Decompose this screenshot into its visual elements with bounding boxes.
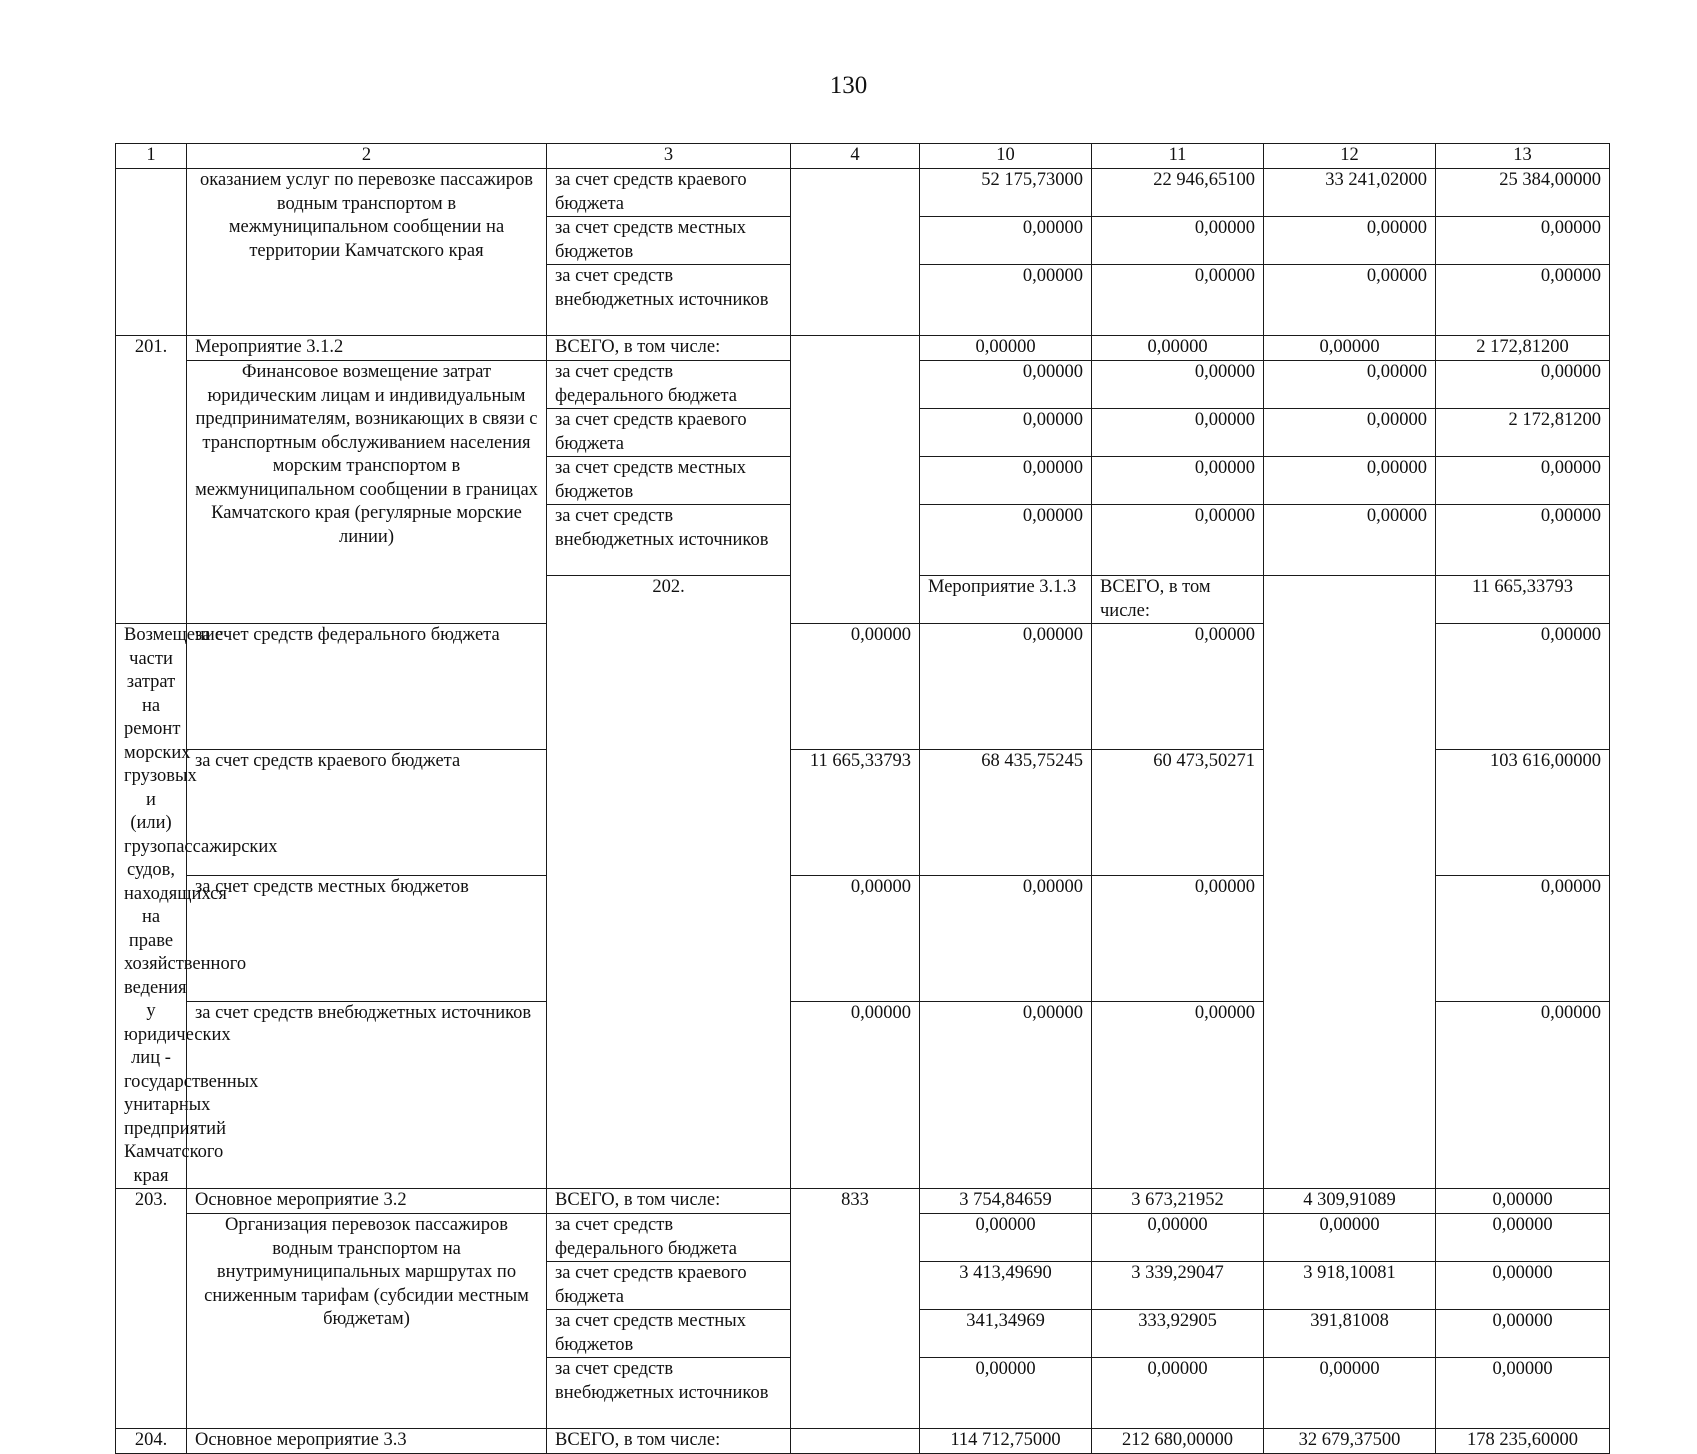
value-cell: 0,00000 [920, 409, 1092, 457]
value-cell: 0,00000 [1264, 217, 1436, 265]
value-cell: 0,00000 [920, 457, 1092, 505]
funding-source: за счет средств краевого бюджета [547, 169, 791, 217]
value-cell: 2 172,81200 [1436, 409, 1610, 457]
value-cell: 0,00000 [920, 624, 1092, 750]
activity-title: Мероприятие 3.1.3 [920, 576, 1092, 624]
table-row [116, 1189, 1610, 1214]
budget-table [115, 143, 1610, 1454]
value-cell: 60 473,50271 [1092, 750, 1264, 876]
funding-source: за счет средств краевого бюджета [547, 409, 791, 457]
value-cell: 0,00000 [1436, 1358, 1610, 1429]
value-cell: 0,00000 [1092, 876, 1264, 1002]
value-cell: 22 946,65100 [1092, 169, 1264, 217]
row-number [116, 169, 187, 336]
funding-source: за счет средств местных бюджетов [187, 876, 547, 1002]
value-cell: 0,00000 [1436, 505, 1610, 576]
value-cell: 0,00000 [1092, 505, 1264, 576]
value-cell: 3 754,84659 [920, 1189, 1092, 1214]
value-cell: 0,00000 [1264, 409, 1436, 457]
value-cell: 0,00000 [920, 1358, 1092, 1429]
activity-description: Возмещение части затрат на ремонт морских грузовых и (или) грузопассажирских судов, находящихся на праве хозяйственного ведения у юридических лиц - государственных унитарных предприятий Камчатского края [116, 624, 187, 1189]
value-cell: 2 172,81200 [1436, 336, 1610, 361]
funding-source: за счет средств внебюджетных источников [547, 1358, 791, 1429]
value-cell: 333,92905 [1092, 1310, 1264, 1358]
value-cell: 0,00000 [1092, 361, 1264, 409]
value-cell: 212 680,00000 [1092, 1429, 1264, 1454]
value-cell: 3 413,49690 [920, 1262, 1092, 1310]
funding-source: ВСЕГО, в том числе: [547, 336, 791, 361]
funding-source: за счет средств федерального бюджета [187, 624, 547, 750]
value-cell: 11 665,33793 [1436, 576, 1610, 624]
value-cell: 0,00000 [791, 876, 920, 1002]
value-cell: 3 918,10081 [1264, 1262, 1436, 1310]
code-cell [791, 336, 920, 624]
value-cell: 114 712,75000 [920, 1429, 1092, 1454]
activity-title: Основное мероприятие 3.2 [187, 1189, 547, 1214]
funding-source: за счет средств местных бюджетов [547, 457, 791, 505]
header-cell: 13 [1436, 144, 1610, 169]
value-cell: 0,00000 [920, 336, 1092, 361]
funding-source: за счет средств внебюджетных источников [547, 265, 791, 336]
funding-source: за счет средств местных бюджетов [547, 1310, 791, 1358]
value-cell: 0,00000 [1092, 1358, 1264, 1429]
value-cell: 0,00000 [1436, 1189, 1610, 1214]
funding-source: за счет средств местных бюджетов [547, 217, 791, 265]
value-cell: 11 665,33793 [791, 750, 920, 876]
code-cell [791, 169, 920, 336]
row-number: 204. [116, 1429, 187, 1454]
funding-source: за счет средств федерального бюджета [547, 1214, 791, 1262]
funding-source: за счет средств краевого бюджета [187, 750, 547, 876]
funding-source: за счет средств внебюджетных источников [187, 1002, 547, 1189]
value-cell: 0,00000 [1092, 1214, 1264, 1262]
value-cell: 0,00000 [1264, 1214, 1436, 1262]
value-cell: 0,00000 [791, 1002, 920, 1189]
page-number: 130 [829, 72, 868, 99]
value-cell: 0,00000 [1436, 1002, 1610, 1189]
header-cell: 11 [1092, 144, 1264, 169]
funding-source: ВСЕГО, в том числе: [1092, 576, 1264, 624]
funding-source: за счет средств федерального бюджета [547, 361, 791, 409]
value-cell: 0,00000 [1092, 457, 1264, 505]
value-cell: 25 384,00000 [1436, 169, 1610, 217]
activity-description: оказанием услуг по перевозке пассажиров водным транспортом в межмуниципальном сообщении на территории Камчатского края [187, 169, 547, 336]
table-row [116, 169, 1610, 217]
value-cell: 0,00000 [1436, 457, 1610, 505]
value-cell: 32 679,37500 [1264, 1429, 1436, 1454]
header-cell: 3 [547, 144, 791, 169]
value-cell: 0,00000 [920, 361, 1092, 409]
value-cell: 0,00000 [1092, 217, 1264, 265]
value-cell: 0,00000 [920, 265, 1092, 336]
value-cell: 0,00000 [1092, 336, 1264, 361]
header-cell: 4 [791, 144, 920, 169]
header-cell: 10 [920, 144, 1092, 169]
funding-source: за счет средств внебюджетных источников [547, 505, 791, 576]
code-cell [1264, 576, 1436, 1189]
row-number: 201. [116, 336, 187, 624]
funding-source: за счет средств краевого бюджета [547, 1262, 791, 1310]
value-cell: 0,00000 [1436, 1214, 1610, 1262]
value-cell: 3 673,21952 [1092, 1189, 1264, 1214]
value-cell: 0,00000 [791, 624, 920, 750]
value-cell: 0,00000 [920, 1002, 1092, 1189]
header-row [116, 144, 1610, 169]
value-cell: 0,00000 [1436, 624, 1610, 750]
value-cell: 3 339,29047 [1092, 1262, 1264, 1310]
value-cell: 52 175,73000 [920, 169, 1092, 217]
value-cell: 0,00000 [1264, 265, 1436, 336]
row-number: 203. [116, 1189, 187, 1429]
activity-title: Основное мероприятие 3.3 [187, 1429, 547, 1454]
value-cell: 0,00000 [1264, 361, 1436, 409]
value-cell: 0,00000 [1092, 265, 1264, 336]
value-cell: 0,00000 [1092, 409, 1264, 457]
value-cell: 341,34969 [920, 1310, 1092, 1358]
value-cell: 0,00000 [920, 217, 1092, 265]
code-cell: 833 [791, 1189, 920, 1429]
activity-title: Мероприятие 3.1.2 [187, 336, 547, 361]
funding-source: ВСЕГО, в том числе: [547, 1429, 791, 1454]
funding-source: ВСЕГО, в том числе: [547, 1189, 791, 1214]
value-cell: 0,00000 [1092, 1002, 1264, 1189]
value-cell: 178 235,60000 [1436, 1429, 1610, 1454]
value-cell: 103 616,00000 [1436, 750, 1610, 876]
value-cell: 0,00000 [1436, 265, 1610, 336]
value-cell: 0,00000 [920, 1214, 1092, 1262]
header-cell: 12 [1264, 144, 1436, 169]
table-row [116, 1429, 1610, 1454]
value-cell: 0,00000 [1264, 336, 1436, 361]
value-cell: 4 309,91089 [1264, 1189, 1436, 1214]
value-cell: 68 435,75245 [920, 750, 1092, 876]
value-cell: 0,00000 [1264, 1358, 1436, 1429]
value-cell: 0,00000 [1436, 361, 1610, 409]
row-number: 202. [547, 576, 791, 1189]
value-cell: 0,00000 [920, 876, 1092, 1002]
header-cell: 2 [187, 144, 547, 169]
value-cell: 0,00000 [920, 505, 1092, 576]
value-cell: 0,00000 [1264, 457, 1436, 505]
value-cell: 391,81008 [1264, 1310, 1436, 1358]
value-cell: 0,00000 [1436, 217, 1610, 265]
header-cell: 1 [116, 144, 187, 169]
table-row [116, 336, 1610, 361]
value-cell: 0,00000 [1436, 1262, 1610, 1310]
value-cell: 33 241,02000 [1264, 169, 1436, 217]
value-cell: 0,00000 [1264, 505, 1436, 576]
value-cell: 0,00000 [1436, 1310, 1610, 1358]
value-cell: 0,00000 [1092, 624, 1264, 750]
activity-description: Финансовое возмещение затрат юридическим лицам и индивидуальным предпринимателям, возникающих в связи с транспортным обслуживанием населения морским транспортом в межмуниципальном сообщении в границах Камчатского края (регулярные морские линии) [187, 361, 547, 624]
activity-description: Организация перевозок пассажиров водным транспортом на внутримуниципальных маршрутах по сниженным тарифам (субсидии местным бюджетам) [187, 1214, 547, 1429]
value-cell: 0,00000 [1436, 876, 1610, 1002]
code-cell [791, 1429, 920, 1454]
